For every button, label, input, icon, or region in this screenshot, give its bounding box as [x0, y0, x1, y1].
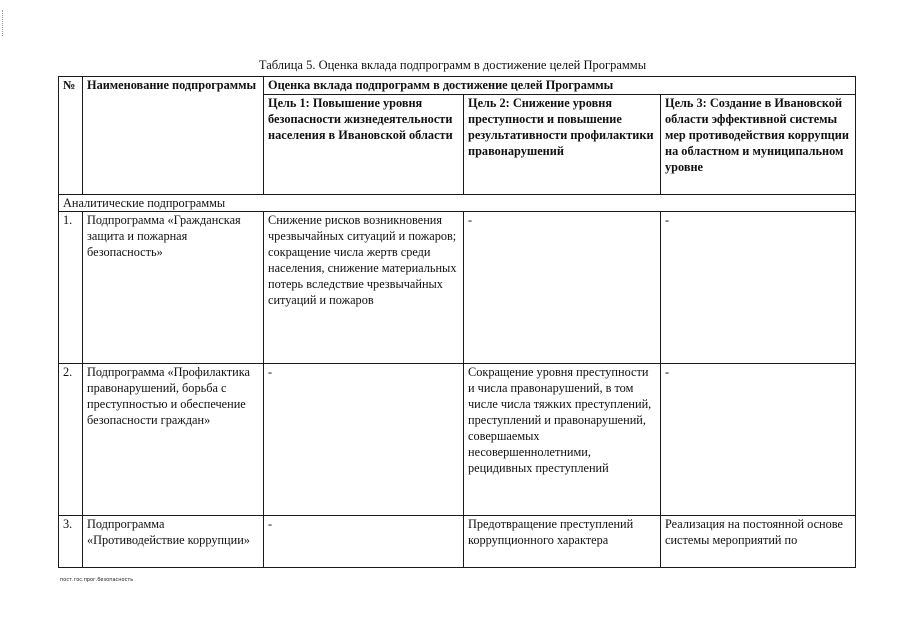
row-goal-2: - — [464, 212, 661, 364]
header-goal-1: Цель 1: Повышение уровня безопасности жизнедеятельности населения в Ивановской области — [264, 95, 464, 195]
assessment-table — [58, 76, 856, 568]
row-name: Подпрограмма «Противодействие коррупции» — [83, 516, 264, 568]
row-goal-3: - — [661, 364, 856, 516]
header-num: № — [59, 77, 83, 195]
row-goal-3: Реализация на постоянной основе системы мероприятий по — [661, 516, 856, 568]
table-row — [59, 516, 856, 568]
header-goal-2: Цель 2: Снижение уровня преступности и повышение результативности профилактики правонарушений — [464, 95, 661, 195]
header-assessment: Оценка вклада подпрограмм в достижение целей Программы — [264, 77, 856, 95]
header-name: Наименование подпрограммы — [83, 77, 264, 195]
row-num: 2. — [59, 364, 83, 516]
row-goal-1: Снижение рисков возникновения чрезвычайных ситуаций и пожаров; сокращение числа жертв среди населения, снижение материальных потерь вследствие чрезвычайных ситуаций и пожаров — [264, 212, 464, 364]
section-label: Аналитические подпрограммы — [59, 195, 856, 212]
row-goal-3: - — [661, 212, 856, 364]
header-goal-3: Цель 3: Создание в Ивановской области эффективной системы мер противодействия коррупции на областном и муниципальном уровне — [661, 95, 856, 195]
row-name: Подпрограмма «Профилактика правонарушений, борьба с преступностью и обеспечение безопасности граждан» — [83, 364, 264, 516]
row-num: 1. — [59, 212, 83, 364]
table-caption: Таблица 5. Оценка вклада подпрограмм в достижение целей Программы — [258, 58, 647, 72]
row-goal-1: - — [264, 516, 464, 568]
row-goal-2: Сокращение уровня преступности и числа правонарушений, в том числе числа тяжких преступлений, преступлений и правонарушений, совершаемых несовершеннолетними, рецидивных преступлений — [464, 364, 661, 516]
header-row-top — [59, 77, 856, 95]
row-name: Подпрограмма «Гражданская защита и пожарная безопасность» — [83, 212, 264, 364]
footer-file-note: пост.гос.прог.безопасность — [60, 577, 134, 583]
table-row — [59, 212, 856, 364]
row-num: 3. — [59, 516, 83, 568]
table-row — [59, 364, 856, 516]
row-goal-1: - — [264, 364, 464, 516]
scan-artifact — [2, 10, 6, 36]
section-row — [59, 195, 856, 212]
row-goal-2: Предотвращение преступлений коррупционного характера — [464, 516, 661, 568]
